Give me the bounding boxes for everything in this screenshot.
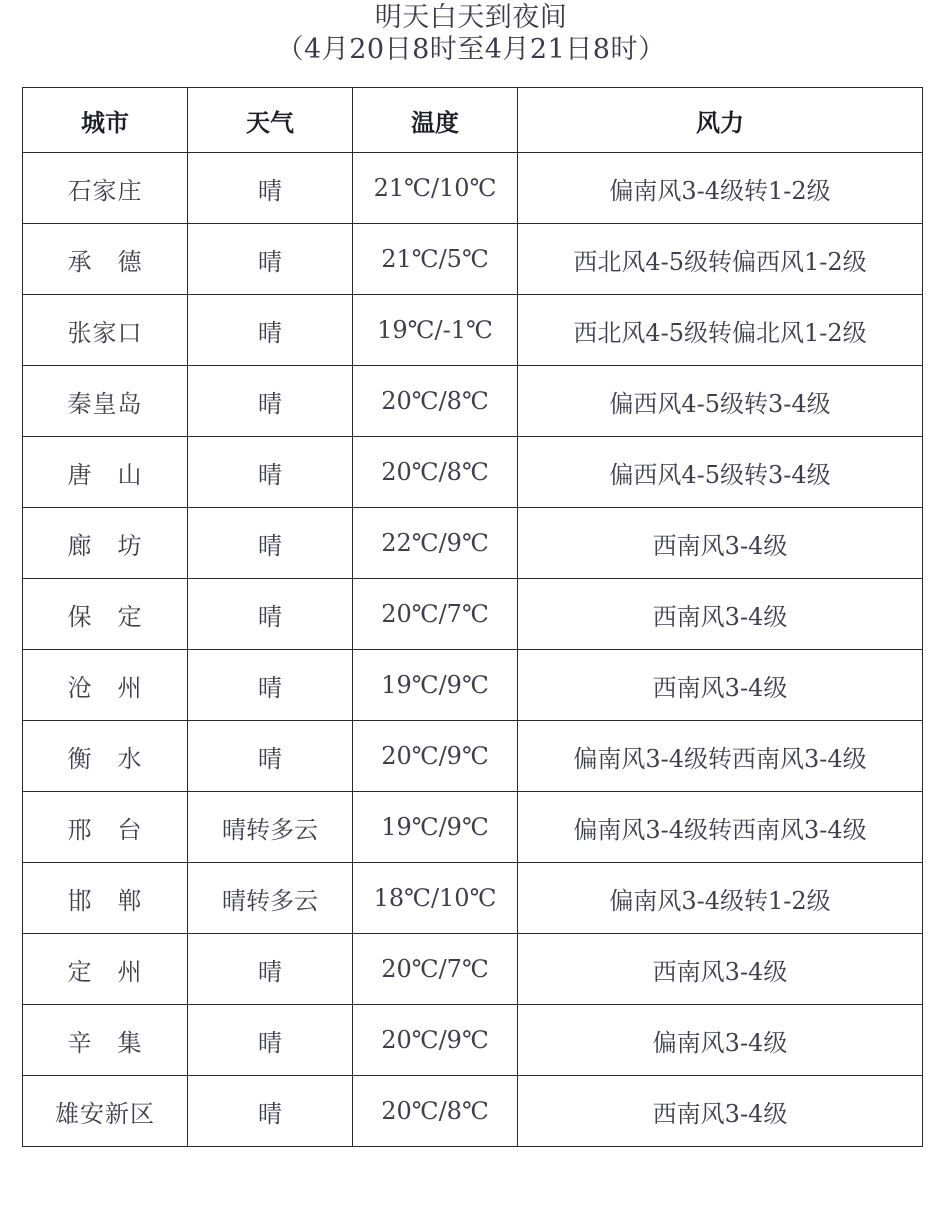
city-cell: 保 定 xyxy=(23,579,188,650)
weather-cell: 晴 xyxy=(188,934,353,1005)
page-title xyxy=(0,2,942,66)
weather-cell: 晴 xyxy=(188,153,353,224)
city-cell: 辛 集 xyxy=(23,1005,188,1076)
city-cell: 秦皇岛 xyxy=(23,366,188,437)
temperature-cell: 20℃/8℃ xyxy=(353,437,518,508)
table-header-row xyxy=(23,88,923,153)
temperature-cell: 22℃/9℃ xyxy=(353,508,518,579)
wind-cell: 偏南风3-4级 xyxy=(518,1005,923,1076)
city-cell: 定 州 xyxy=(23,934,188,1005)
temperature-cell: 21℃/5℃ xyxy=(353,224,518,295)
header-city: 城市 xyxy=(23,88,188,153)
city-cell: 石家庄 xyxy=(23,153,188,224)
title-line-2: （4月20日8时至4月21日8时） xyxy=(276,34,666,65)
wind-cell: 西南风3-4级 xyxy=(518,508,923,579)
city-cell: 邢 台 xyxy=(23,792,188,863)
city-cell: 承 德 xyxy=(23,224,188,295)
table-row xyxy=(23,295,923,366)
city-cell: 雄安新区 xyxy=(23,1076,188,1147)
wind-cell: 西南风3-4级 xyxy=(518,579,923,650)
weather-forecast-table xyxy=(22,87,923,1147)
table-row xyxy=(23,508,923,579)
weather-cell: 晴 xyxy=(188,721,353,792)
weather-cell: 晴 xyxy=(188,508,353,579)
temperature-cell: 19℃/9℃ xyxy=(353,650,518,721)
weather-cell: 晴 xyxy=(188,437,353,508)
wind-cell: 西北风4-5级转偏西风1-2级 xyxy=(518,224,923,295)
temperature-cell: 18℃/10℃ xyxy=(353,863,518,934)
title-line-1: 明天白天到夜间 xyxy=(374,2,568,33)
table-row xyxy=(23,1076,923,1147)
wind-cell: 西南风3-4级 xyxy=(518,650,923,721)
wind-cell: 偏西风4-5级转3-4级 xyxy=(518,366,923,437)
temperature-cell: 20℃/9℃ xyxy=(353,721,518,792)
table-row xyxy=(23,153,923,224)
temperature-cell: 20℃/9℃ xyxy=(353,1005,518,1076)
header-temperature: 温度 xyxy=(353,88,518,153)
weather-cell: 晴 xyxy=(188,579,353,650)
city-cell: 沧 州 xyxy=(23,650,188,721)
weather-cell: 晴 xyxy=(188,1005,353,1076)
table-row xyxy=(23,366,923,437)
wind-cell: 偏南风3-4级转西南风3-4级 xyxy=(518,721,923,792)
table-body xyxy=(23,153,923,1147)
table-row xyxy=(23,650,923,721)
wind-cell: 西南风3-4级 xyxy=(518,934,923,1005)
table-row xyxy=(23,224,923,295)
temperature-cell: 19℃/-1℃ xyxy=(353,295,518,366)
wind-cell: 西南风3-4级 xyxy=(518,1076,923,1147)
weather-cell: 晴转多云 xyxy=(188,792,353,863)
wind-cell: 偏西风4-5级转3-4级 xyxy=(518,437,923,508)
wind-cell: 偏南风3-4级转1-2级 xyxy=(518,153,923,224)
temperature-cell: 20℃/7℃ xyxy=(353,934,518,1005)
header-weather: 天气 xyxy=(188,88,353,153)
table-row xyxy=(23,437,923,508)
weather-cell: 晴 xyxy=(188,295,353,366)
city-cell: 邯 郸 xyxy=(23,863,188,934)
wind-cell: 西北风4-5级转偏北风1-2级 xyxy=(518,295,923,366)
table-row xyxy=(23,792,923,863)
table-row xyxy=(23,721,923,792)
temperature-cell: 20℃/8℃ xyxy=(353,1076,518,1147)
city-cell: 张家口 xyxy=(23,295,188,366)
temperature-cell: 20℃/8℃ xyxy=(353,366,518,437)
temperature-cell: 20℃/7℃ xyxy=(353,579,518,650)
city-cell: 廊 坊 xyxy=(23,508,188,579)
temperature-cell: 21℃/10℃ xyxy=(353,153,518,224)
wind-cell: 偏南风3-4级转西南风3-4级 xyxy=(518,792,923,863)
city-cell: 唐 山 xyxy=(23,437,188,508)
table-row xyxy=(23,579,923,650)
header-wind: 风力 xyxy=(518,88,923,153)
temperature-cell: 19℃/9℃ xyxy=(353,792,518,863)
weather-cell: 晴转多云 xyxy=(188,863,353,934)
city-cell: 衡 水 xyxy=(23,721,188,792)
wind-cell: 偏南风3-4级转1-2级 xyxy=(518,863,923,934)
weather-cell: 晴 xyxy=(188,224,353,295)
table-row xyxy=(23,863,923,934)
table-row xyxy=(23,934,923,1005)
table-row xyxy=(23,1005,923,1076)
weather-cell: 晴 xyxy=(188,1076,353,1147)
weather-cell: 晴 xyxy=(188,366,353,437)
weather-cell: 晴 xyxy=(188,650,353,721)
